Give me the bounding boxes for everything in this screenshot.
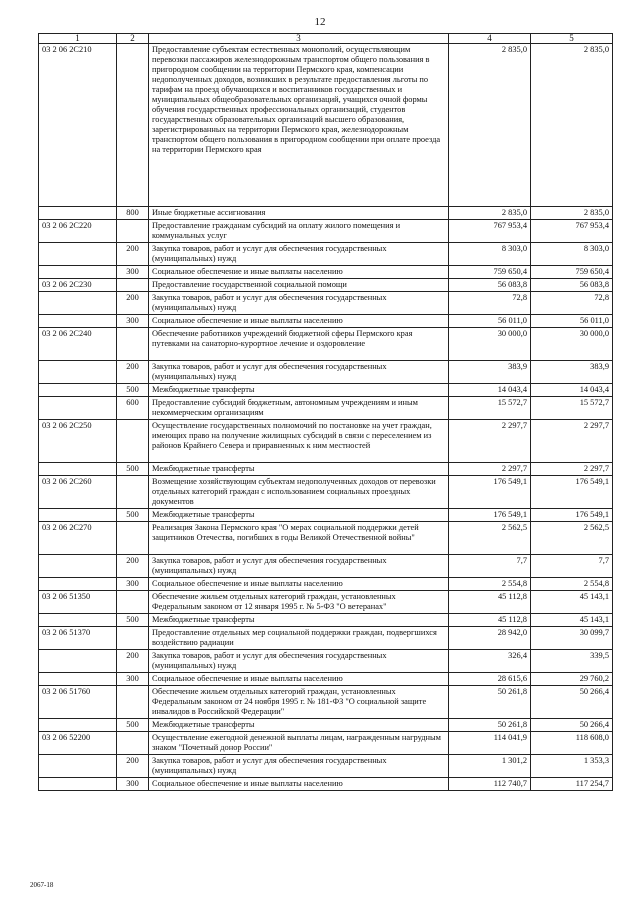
row-name: Возмещение хозяйствующим субъектам недополученных доходов от перевозки отдельных категорий граждан с использованием социальных проездных документов [149,476,449,509]
row-code [39,463,117,476]
row-value-year-1: 767 953,4 [449,220,531,243]
table-row [39,555,613,578]
row-name: Обеспечение жильем отдельных категорий граждан, установленных Федеральным законом от 24 ноября 1995 г. № 181-ФЗ "О социальной защите инвалидов в Российской Федерации" [149,686,449,719]
row-value-year-1: 383,9 [449,361,531,384]
row-value-year-2: 45 143,1 [531,591,613,614]
row-code [39,361,117,384]
row-value-year-1: 28 942,0 [449,627,531,650]
table-row [39,397,613,420]
row-value-year-2: 14 043,4 [531,384,613,397]
row-code [39,614,117,627]
table-row [39,220,613,243]
row-value-year-2: 767 953,4 [531,220,613,243]
row-value-year-1: 28 615,6 [449,673,531,686]
row-code: 03 2 06 2С220 [39,220,117,243]
table-row [39,266,613,279]
footer-code: 2067-18 [30,881,54,889]
row-name: Социальное обеспечение и иные выплаты населению [149,778,449,791]
row-name: Осуществление ежегодной денежной выплаты лицам, награжденным нагрудным знаком "Почетный донор России" [149,732,449,755]
table-row [39,522,613,555]
row-code: 03 2 06 2С270 [39,522,117,555]
table-row [39,292,613,315]
row-value-year-1: 50 261,8 [449,686,531,719]
row-value-year-2: 7,7 [531,555,613,578]
row-value-year-2: 2 554,8 [531,578,613,591]
row-value-year-2: 30 000,0 [531,328,613,361]
row-value-year-1: 45 112,8 [449,614,531,627]
row-value-year-1: 2 835,0 [449,44,531,207]
row-code [39,509,117,522]
row-name: Межбюджетные трансферты [149,384,449,397]
row-value-year-1: 176 549,1 [449,509,531,522]
row-code [39,397,117,420]
row-code: 03 2 06 51760 [39,686,117,719]
row-value-year-2: 29 760,2 [531,673,613,686]
row-value-year-1: 30 000,0 [449,328,531,361]
row-code [39,292,117,315]
table-header-row [39,34,613,44]
row-code [39,207,117,220]
table-row [39,44,613,207]
row-name: Предоставление отдельных мер социальной поддержки граждан, подвергшихся воздействию радиации [149,627,449,650]
row-expense-type: 300 [117,578,149,591]
row-value-year-2: 2 835,0 [531,207,613,220]
row-expense-type: 300 [117,315,149,328]
row-name: Закупка товаров, работ и услуг для обеспечения государственных (муниципальных) нужд [149,361,449,384]
row-code [39,673,117,686]
row-name: Реализация Закона Пермского края "О мерах социальной поддержки детей защитников Отечества, погибших в годы Великой Отечественной войны" [149,522,449,555]
row-name: Закупка товаров, работ и услуг для обеспечения государственных (муниципальных) нужд [149,555,449,578]
row-expense-type: 200 [117,292,149,315]
table-row [39,755,613,778]
row-code [39,266,117,279]
row-expense-type [117,686,149,719]
table-row [39,361,613,384]
row-value-year-1: 45 112,8 [449,591,531,614]
row-name: Социальное обеспечение и иные выплаты населению [149,315,449,328]
row-code [39,650,117,673]
table-row [39,476,613,509]
table-row [39,627,613,650]
budget-table-body [39,34,613,791]
row-name: Закупка товаров, работ и услуг для обеспечения государственных (муниципальных) нужд [149,650,449,673]
row-code [39,578,117,591]
row-value-year-2: 118 608,0 [531,732,613,755]
row-value-year-1: 2 297,7 [449,420,531,463]
row-value-year-1: 1 301,2 [449,755,531,778]
row-value-year-1: 2 835,0 [449,207,531,220]
row-name: Предоставление гражданам субсидий на оплату жилого помещения и коммунальных услуг [149,220,449,243]
row-value-year-2: 8 303,0 [531,243,613,266]
row-code: 03 2 06 2С230 [39,279,117,292]
row-expense-type: 800 [117,207,149,220]
row-value-year-1: 112 740,7 [449,778,531,791]
row-expense-type [117,591,149,614]
table-row [39,673,613,686]
row-value-year-1: 2 297,7 [449,463,531,476]
row-value-year-2: 30 099,7 [531,627,613,650]
row-expense-type [117,279,149,292]
row-value-year-1: 7,7 [449,555,531,578]
row-expense-type [117,476,149,509]
row-expense-type: 500 [117,384,149,397]
row-value-year-1: 15 572,7 [449,397,531,420]
row-expense-type: 200 [117,555,149,578]
row-expense-type: 300 [117,266,149,279]
row-value-year-1: 2 562,5 [449,522,531,555]
row-code: 03 2 06 51350 [39,591,117,614]
row-value-year-2: 50 266,4 [531,686,613,719]
row-value-year-2: 72,8 [531,292,613,315]
row-expense-type: 600 [117,397,149,420]
row-name: Закупка товаров, работ и услуг для обеспечения государственных (муниципальных) нужд [149,292,449,315]
row-value-year-1: 56 011,0 [449,315,531,328]
row-value-year-2: 176 549,1 [531,476,613,509]
table-row [39,420,613,463]
table-row [39,509,613,522]
table-row [39,207,613,220]
row-code [39,778,117,791]
row-value-year-2: 759 650,4 [531,266,613,279]
row-code [39,755,117,778]
table-row [39,732,613,755]
row-name: Социальное обеспечение и иные выплаты населению [149,578,449,591]
row-name: Обеспечение работников учреждений бюджетной сферы Пермского края путевками на санаторно-курортное лечение и оздоровление [149,328,449,361]
row-value-year-1: 56 083,8 [449,279,531,292]
row-value-year-2: 176 549,1 [531,509,613,522]
row-code [39,555,117,578]
row-expense-type: 200 [117,361,149,384]
row-expense-type: 500 [117,719,149,732]
row-name: Межбюджетные трансферты [149,614,449,627]
table-row [39,384,613,397]
row-value-year-2: 15 572,7 [531,397,613,420]
row-code: 03 2 06 51370 [39,627,117,650]
row-value-year-1: 2 554,8 [449,578,531,591]
header-col-2: 2 [117,34,149,44]
row-value-year-2: 56 083,8 [531,279,613,292]
row-code: 03 2 06 2С250 [39,420,117,463]
budget-table [38,33,613,791]
row-value-year-2: 117 254,7 [531,778,613,791]
header-col-3: 3 [149,34,449,44]
row-value-year-1: 14 043,4 [449,384,531,397]
row-value-year-2: 1 353,3 [531,755,613,778]
header-col-1: 1 [39,34,117,44]
row-name: Иные бюджетные ассигнования [149,207,449,220]
row-code [39,719,117,732]
row-value-year-2: 2 297,7 [531,463,613,476]
row-value-year-1: 759 650,4 [449,266,531,279]
row-value-year-2: 339,5 [531,650,613,673]
row-code [39,243,117,266]
row-expense-type [117,732,149,755]
table-row [39,279,613,292]
row-code: 03 2 06 2С260 [39,476,117,509]
row-value-year-1: 176 549,1 [449,476,531,509]
table-row [39,719,613,732]
row-code: 03 2 06 52200 [39,732,117,755]
row-expense-type [117,44,149,207]
row-code: 03 2 06 2С210 [39,44,117,207]
table-row [39,650,613,673]
row-expense-type: 200 [117,755,149,778]
row-expense-type: 300 [117,673,149,686]
row-value-year-1: 72,8 [449,292,531,315]
row-expense-type: 200 [117,243,149,266]
row-name: Межбюджетные трансферты [149,509,449,522]
row-value-year-2: 383,9 [531,361,613,384]
table-row [39,578,613,591]
table-row [39,315,613,328]
row-name: Межбюджетные трансферты [149,719,449,732]
row-name: Обеспечение жильем отдельных категорий граждан, установленных Федеральным законом от 12 января 1995 г. № 5-ФЗ "О ветеранах" [149,591,449,614]
table-row [39,243,613,266]
row-value-year-2: 2 297,7 [531,420,613,463]
row-value-year-1: 8 303,0 [449,243,531,266]
row-value-year-2: 50 266,4 [531,719,613,732]
table-row [39,686,613,719]
header-col-4: 4 [449,34,531,44]
row-name: Осуществление государственных полномочий по постановке на учет граждан, имеющих право на получение жилищных субсидий в связи с переселением из районов Крайнего Севера и приравненных к ним местностей [149,420,449,463]
row-value-year-2: 56 011,0 [531,315,613,328]
table-row [39,778,613,791]
row-value-year-1: 326,4 [449,650,531,673]
row-expense-type: 500 [117,509,149,522]
row-code [39,315,117,328]
table-row [39,591,613,614]
table-row [39,614,613,627]
row-name: Закупка товаров, работ и услуг для обеспечения государственных (муниципальных) нужд [149,755,449,778]
header-col-5: 5 [531,34,613,44]
row-value-year-2: 2 562,5 [531,522,613,555]
row-expense-type [117,328,149,361]
page-number: 12 [314,16,326,28]
row-expense-type: 500 [117,614,149,627]
row-code [39,384,117,397]
row-expense-type: 300 [117,778,149,791]
row-value-year-1: 50 261,8 [449,719,531,732]
row-name: Закупка товаров, работ и услуг для обеспечения государственных (муниципальных) нужд [149,243,449,266]
row-name: Предоставление государственной социальной помощи [149,279,449,292]
row-value-year-2: 45 143,1 [531,614,613,627]
row-expense-type [117,522,149,555]
row-value-year-2: 2 835,0 [531,44,613,207]
row-expense-type [117,420,149,463]
row-name: Социальное обеспечение и иные выплаты населению [149,266,449,279]
row-name: Межбюджетные трансферты [149,463,449,476]
row-value-year-1: 114 041,9 [449,732,531,755]
row-code: 03 2 06 2С240 [39,328,117,361]
table-row [39,463,613,476]
row-expense-type: 200 [117,650,149,673]
row-expense-type: 500 [117,463,149,476]
row-name: Социальное обеспечение и иные выплаты населению [149,673,449,686]
row-name: Предоставление субъектам естественных монополий, осуществляющим перевозки пассажиров железнодорожным транспортом общего пользования в пригородном сообщении на территории Пермского края, компенсации недополученных доходов, возникших в результате предоставления льготы по тарифам на проезд обучающихся и воспитанников государственных и муниципальных общеобразовательных организаций, учащихся очной формы обучения государственных профессиональных организаций, студентов государственных образовательных организаций высшего образования, зарегистрированных на территории Пермского края, железнодорожным транспортом общего пользования в пригородном сообщении при оплате проезда на территории Пермского края [149,44,449,207]
row-name: Предоставление субсидий бюджетным, автономным учреждениям и иным некоммерческим организациям [149,397,449,420]
row-expense-type [117,627,149,650]
table-row [39,328,613,361]
row-expense-type [117,220,149,243]
